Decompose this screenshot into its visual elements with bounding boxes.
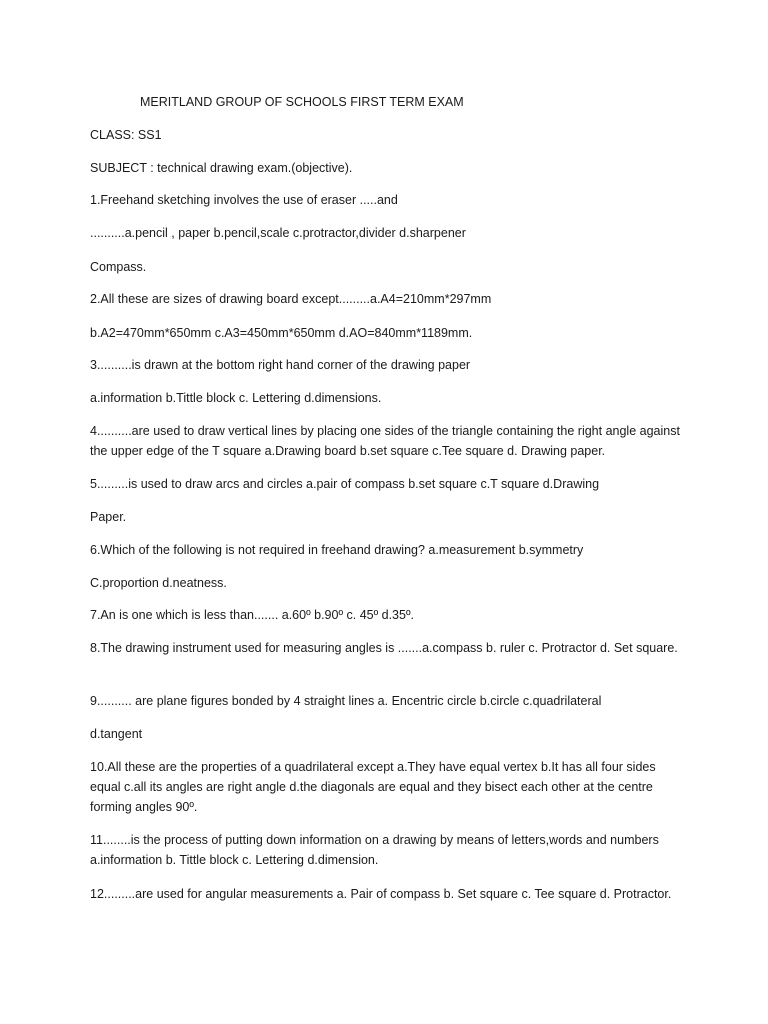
question-8: 8.The drawing instrument used for measuring angles is .......a.compass b. ruler c. Protractor d. Set square. <box>90 641 678 655</box>
exam-title: MERITLAND GROUP OF SCHOOLS FIRST TERM EXAM <box>140 95 464 109</box>
question-9: 9.......... are plane figures bonded by 4 straight lines a. Encentric circle b.circle c.quadrilateral <box>90 694 602 708</box>
question-6-options: C.proportion d.neatness. <box>90 576 227 590</box>
question-1: 1.Freehand sketching involves the use of eraser .....and <box>90 193 398 207</box>
question-3-options: a.information b.Tittle block c. Lettering d.dimensions. <box>90 391 382 405</box>
question-1-options: ..........a.pencil , paper b.pencil,scale c.protractor,divider d.sharpener <box>90 226 466 240</box>
question-7: 7.An is one which is less than....... a.60º b.90º c. 45º d.35º. <box>90 608 414 622</box>
question-2: 2.All these are sizes of drawing board except.........a.A4=210mm*297mm <box>90 292 492 306</box>
question-10: 10.All these are the properties of a quadrilateral except a.They have equal vertex b.It has all four sides equal c.all its angles are right angle d.the diagonals are equal and they bisect each other at the centre forming angles 90º. <box>90 760 656 814</box>
subject-line: SUBJECT : technical drawing exam.(objective). <box>90 161 353 175</box>
question-6: 6.Which of the following is not required in freehand drawing? a.measurement b.symmetry <box>90 543 584 557</box>
question-11: 11........is the process of putting down information on a drawing by means of letters,words and numbers a.information b. Tittle block c. Lettering d.dimension. <box>90 833 659 867</box>
question-3: 3..........is drawn at the bottom right hand corner of the drawing paper <box>90 358 471 372</box>
question-9-options-cont: d.tangent <box>90 727 143 741</box>
question-5: 5.........is used to draw arcs and circles a.pair of compass b.set square c.T square d.Drawing <box>90 477 600 491</box>
class-line: CLASS: SS1 <box>90 128 162 142</box>
question-2-options: b.A2=470mm*650mm c.A3=450mm*650mm d.AO=840mm*1189mm. <box>90 326 473 340</box>
question-5-options-cont: Paper. <box>90 510 127 524</box>
question-12: 12.........are used for angular measurements a. Pair of compass b. Set square c. Tee square d. Protractor. <box>90 887 672 901</box>
question-1-options-cont: Compass. <box>90 260 147 274</box>
question-4: 4..........are used to draw vertical lines by placing one sides of the triangle containing the right angle against the upper edge of the T square a.Drawing board b.set square c.Tee square d. Drawing paper. <box>90 424 680 458</box>
